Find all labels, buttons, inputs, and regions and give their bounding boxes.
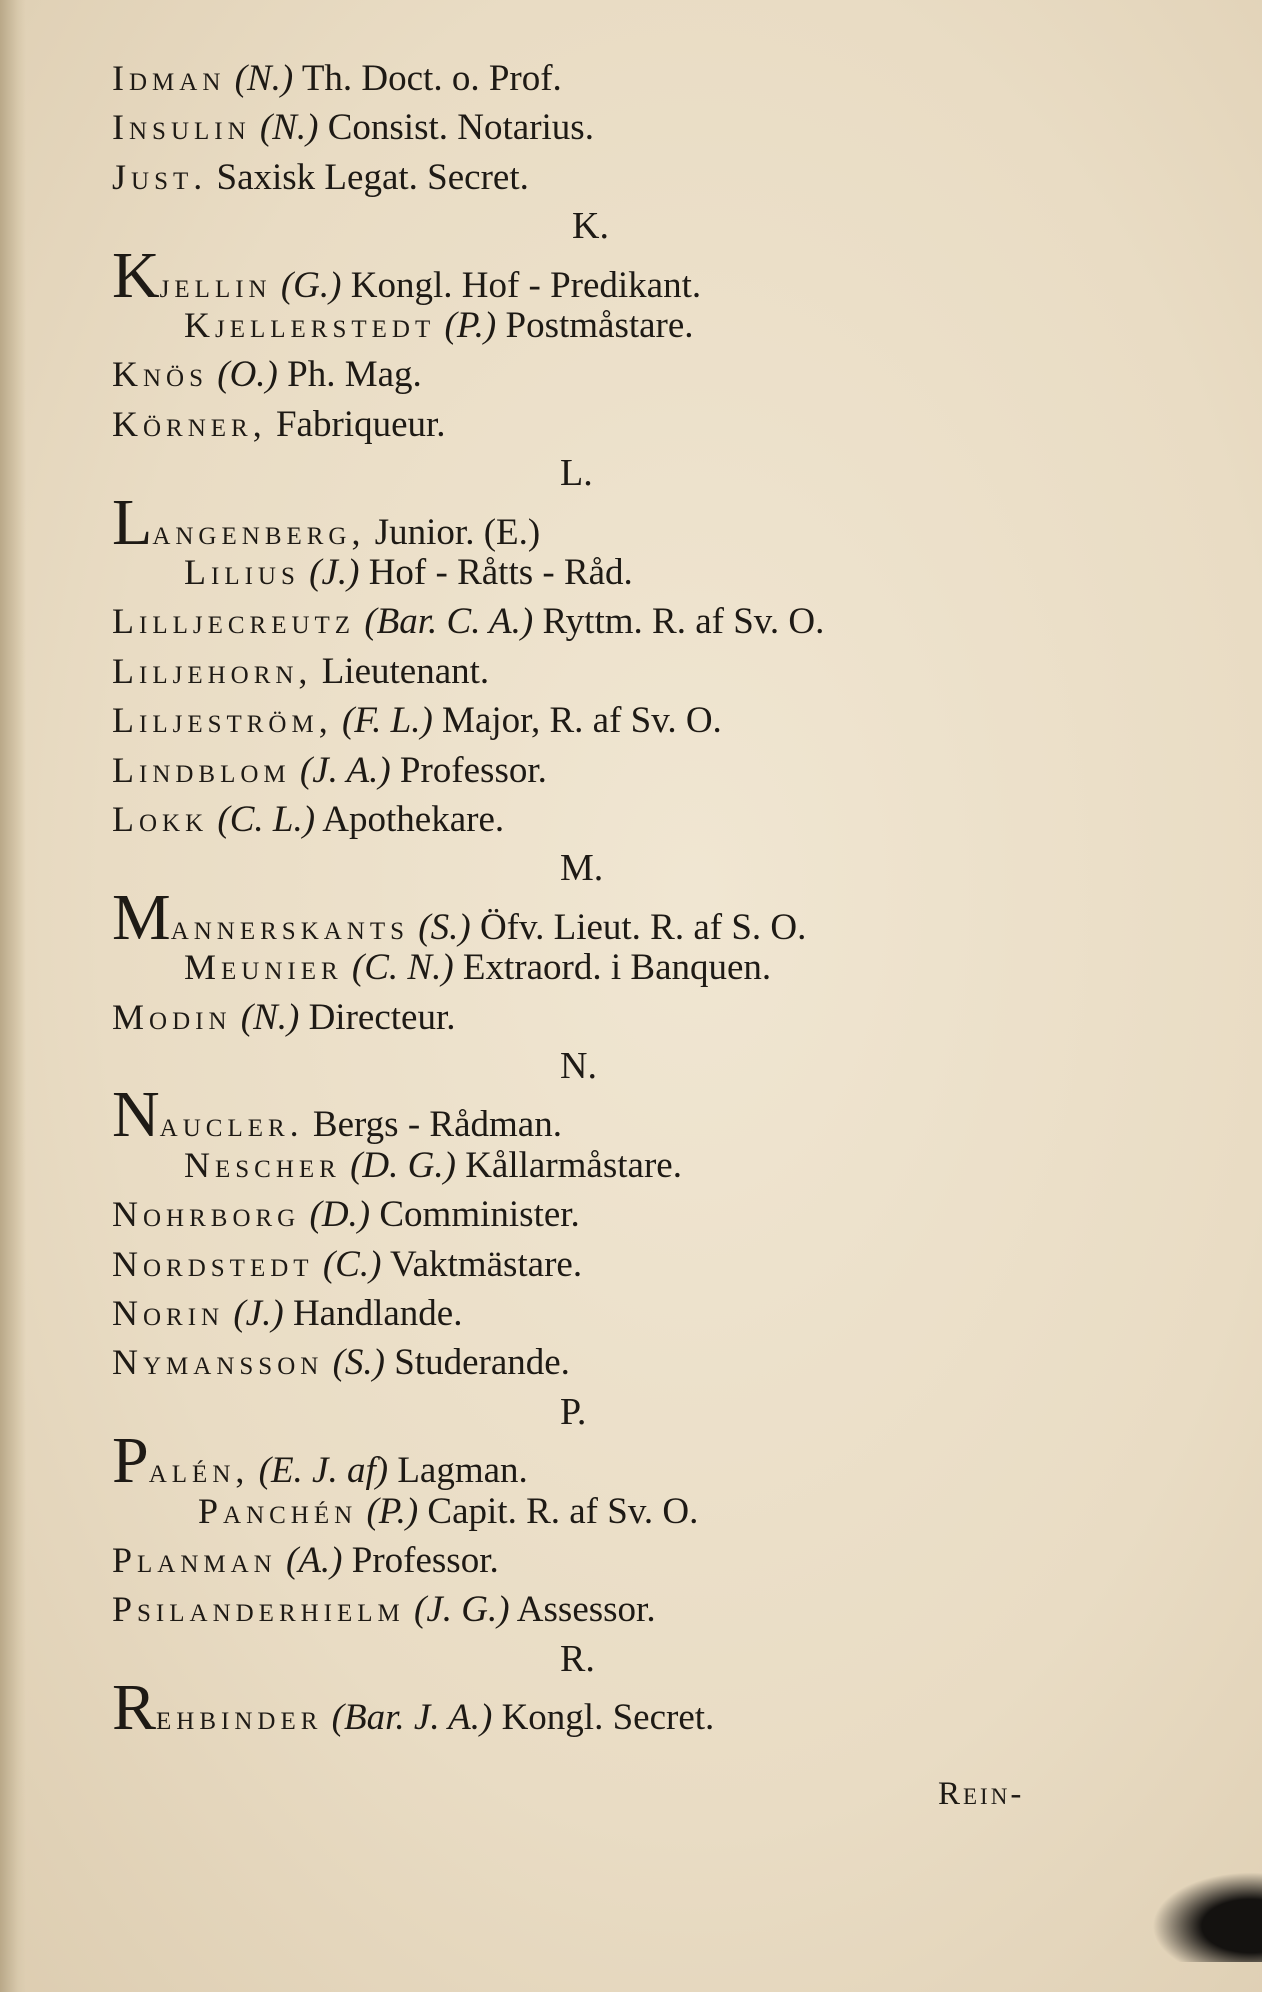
register-entry <box>112 696 722 744</box>
entry-initials: (N.) <box>234 58 294 99</box>
register-entry <box>112 1585 656 1633</box>
entry-initials: (O.) <box>217 354 278 396</box>
entry-surname: Lindblom <box>112 749 291 790</box>
entry-initials: (P.) <box>444 305 497 346</box>
entry-title: Lagman. <box>397 1450 528 1492</box>
register-entry <box>184 301 694 349</box>
entry-surname: Nescher <box>184 1144 341 1185</box>
entry-title: Lieutenant. <box>321 650 490 692</box>
entry-surname: Norin <box>112 1293 225 1333</box>
entry-title: Handlande. <box>292 1293 463 1334</box>
entry-title: Directeur. <box>308 996 456 1038</box>
entry-title: Kållarmåstare. <box>465 1144 682 1186</box>
entry-surname: Panchén <box>198 1490 358 1531</box>
register-entry <box>112 238 702 312</box>
entry-surname: Planman <box>112 1540 277 1580</box>
entry-surname: Knös <box>112 354 209 395</box>
entry-title: Vaktmästare. <box>389 1243 583 1285</box>
section-letter-heading: K. <box>572 205 609 248</box>
entry-surname: Nordstedt <box>112 1243 314 1284</box>
entry-title: Postmåstare. <box>505 305 694 346</box>
section-letter-heading: L. <box>560 452 593 495</box>
entry-initials: (D.) <box>309 1194 371 1236</box>
entry-title: Major, R. af Sv. O. <box>442 700 722 742</box>
register-entry <box>112 103 594 151</box>
entry-title: Consist. Notarius. <box>327 107 594 149</box>
entry-surname: Nohrborg <box>112 1194 301 1235</box>
entry-initials: (S.) <box>418 906 471 948</box>
entry-initials: (J. G.) <box>414 1589 510 1631</box>
register-entry <box>112 1671 715 1745</box>
section-letter-heading: M. <box>560 847 604 890</box>
entry-initials: (P.) <box>366 1490 419 1532</box>
entry-initials: (F. L.) <box>341 700 433 742</box>
entry-surname: Körner, <box>112 403 267 444</box>
entry-initials: (Bar. J. A.) <box>331 1697 493 1739</box>
register-entry <box>112 647 489 695</box>
register-entry <box>112 746 547 794</box>
register-entry <box>112 485 541 559</box>
register-entry <box>112 153 529 201</box>
entry-initials: (Bar. C. A.) <box>364 601 534 643</box>
register-entry <box>112 1190 580 1238</box>
entry-title: Fabriqueur. <box>275 403 446 445</box>
entry-initials: (C.) <box>322 1243 382 1285</box>
entry-surname: Idman <box>112 58 226 98</box>
register-entry <box>112 400 446 448</box>
entry-surname: Liljeström, <box>112 700 333 741</box>
register-entry <box>112 1289 462 1337</box>
entry-surname: Psilanderhielm <box>112 1589 405 1630</box>
entry-initials: (C. N.) <box>351 947 454 989</box>
register-entry <box>184 1141 682 1189</box>
entry-initials: (J.) <box>309 552 360 593</box>
entry-surname: Liljehorn, <box>112 650 313 691</box>
entry-title: Öfv. Lieut. R. af S. O. <box>479 906 807 948</box>
register-entry <box>112 993 455 1041</box>
entry-surname: Kjellerstedt <box>184 305 436 345</box>
entry-initials: (J.) <box>233 1293 284 1334</box>
entry-surname: Palén, <box>112 1424 250 1498</box>
entry-surname: Insulin <box>112 107 251 148</box>
register-entry <box>112 597 824 645</box>
entry-title: Professor. <box>399 749 547 791</box>
entry-surname: Langenberg, <box>112 485 366 559</box>
entry-initials: (E. J. af) <box>258 1450 389 1492</box>
register-entry <box>184 548 633 596</box>
register-entry <box>112 795 504 843</box>
entry-title: Kongl. Secret. <box>501 1697 715 1739</box>
entry-initials: (D. G.) <box>350 1144 456 1186</box>
section-letter-heading: R. <box>560 1637 595 1680</box>
register-entry <box>112 1424 528 1498</box>
entry-initials: (A.) <box>286 1540 343 1581</box>
entry-title: Apothekare. <box>322 799 505 840</box>
entry-surname: Modin <box>112 996 232 1037</box>
entry-title: Professor. <box>351 1540 499 1581</box>
entry-title: Hof - Råtts - Råd. <box>368 552 633 593</box>
entry-surname: Lilljecreutz <box>112 601 356 642</box>
entry-surname: Kjellin <box>112 238 272 312</box>
entry-title: Comminister. <box>379 1194 580 1236</box>
entry-title: Studerande. <box>394 1342 570 1384</box>
register-entry <box>112 1078 562 1152</box>
entry-surname: Lokk <box>112 799 209 839</box>
entry-surname: Nymansson <box>112 1342 324 1383</box>
entry-initials: (G.) <box>280 264 342 306</box>
register-entry <box>184 943 771 991</box>
entry-surname: Mannerskants <box>112 880 410 954</box>
section-letter-heading: N. <box>560 1045 597 1087</box>
entry-surname: Lilius <box>184 552 300 592</box>
entry-title: Ph. Mag. <box>287 354 422 396</box>
entry-title: Th. Doct. o. Prof. <box>301 58 562 99</box>
catchword: Rein- <box>938 1776 1025 1812</box>
entry-title: Saxisk Legat. Secret. <box>216 156 529 198</box>
entry-surname: Rehbinder <box>112 1671 323 1745</box>
entry-initials: (C. L.) <box>217 799 316 840</box>
register-entry <box>112 350 422 398</box>
register-entry <box>198 1487 698 1535</box>
entry-title: Capit. R. af Sv. O. <box>427 1490 699 1532</box>
entry-title: Assessor. <box>516 1589 656 1631</box>
entry-surname: Just. <box>112 156 208 197</box>
entry-initials: (N.) <box>240 996 300 1038</box>
entry-title: Kongl. Hof - Predikant. <box>350 264 702 306</box>
entry-initials: (J. A.) <box>299 749 391 791</box>
section-letter-heading: P. <box>560 1390 587 1433</box>
register-entry <box>112 1240 582 1288</box>
entry-surname: Naucler. <box>112 1078 304 1152</box>
register-entry <box>112 1338 570 1386</box>
entry-title: Bergs - Rådman. <box>312 1104 562 1146</box>
entry-title: Ryttm. R. af Sv. O. <box>542 601 825 643</box>
entry-title: Junior. (E.) <box>374 511 541 553</box>
register-entry <box>112 880 807 954</box>
register-entry <box>112 1536 499 1584</box>
register-entry <box>112 54 562 102</box>
entry-title: Extraord. i Banquen. <box>462 947 772 989</box>
entry-initials: (N.) <box>259 107 319 149</box>
entry-surname: Meunier <box>184 947 343 988</box>
entry-initials: (S.) <box>332 1342 385 1384</box>
